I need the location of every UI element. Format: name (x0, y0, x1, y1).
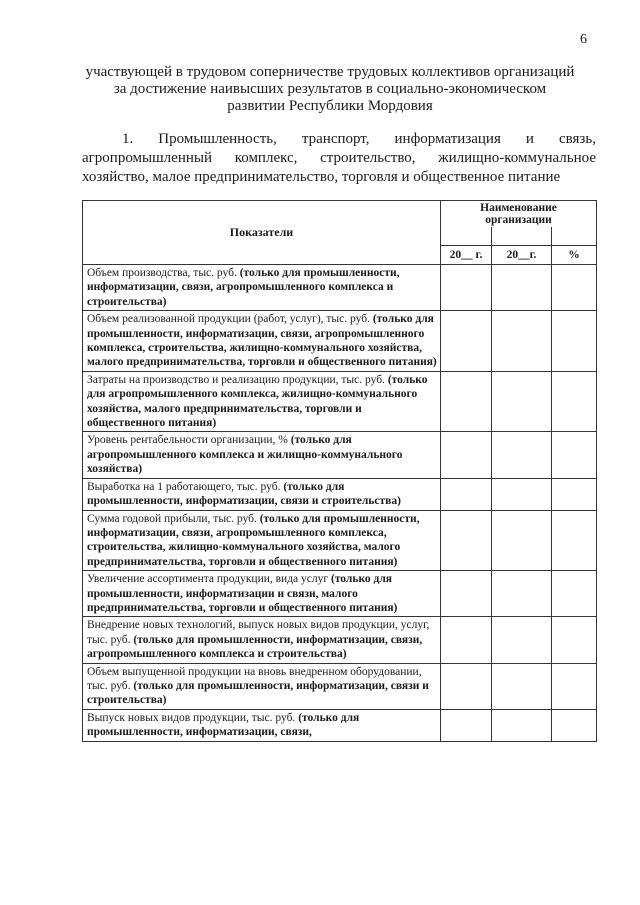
percent-header: % (552, 246, 597, 265)
value-cell[interactable] (441, 371, 492, 432)
indicator-label (83, 709, 441, 741)
value-cell[interactable] (441, 709, 492, 741)
indicator-scope: (только для промышленности, информатизации, связи, агропромышленного комплекса, строительства, жилищно-коммунального хозяйства, малого предпринимательства, торговли и общественного питания) (87, 313, 437, 369)
indicator-scope: (только для промышленности, информатизации, связи, (87, 711, 360, 739)
table-row (83, 709, 597, 741)
section-word: транспорт, (301, 131, 370, 147)
indicator-scope: (только для промышленности, информатизации, связи и строительства) (87, 679, 429, 707)
organization-header-line-2: организации (485, 214, 552, 226)
indicator-label (83, 311, 441, 372)
organization-header-line-1: Наименование (480, 202, 557, 214)
indicator-text: Объем реализованной продукции (работ, услуг), тыс. руб. (87, 313, 373, 326)
document-heading (60, 64, 600, 115)
indicator-scope: (только для промышленности, информатизации, связи и строительства) (87, 480, 401, 508)
header-blank-cell (441, 227, 492, 246)
indicator-scope: (только для промышленности, информатизации, связи, агропромышленного комплекса, строительства, жилищно-коммунального хозяйства, малого предпринимательства, торговли и общественного питания) (87, 512, 420, 568)
table-row (83, 510, 597, 571)
value-cell[interactable] (492, 510, 552, 571)
indicator-text: Уровень рентабельности организации, % (87, 434, 291, 447)
indicator-text: Выпуск новых видов продукции, тыс. руб. (87, 711, 299, 724)
header-blank-cell (552, 227, 597, 246)
value-cell[interactable] (441, 510, 492, 571)
section-title-line-3: хозяйство, малое предпринимательство, торговля и общественное питание (82, 169, 561, 185)
value-cell[interactable] (492, 265, 552, 311)
value-cell[interactable] (552, 510, 597, 571)
indicator-text: Внедрение новых технологий, выпуск новых видов продукции, услуг, тыс. руб. (87, 619, 430, 646)
indicator-scope: (только для агропромышленного комплекса и жилищно-коммунального хозяйства) (87, 434, 403, 476)
indicator-label (83, 571, 441, 617)
page-number: 6 (580, 32, 587, 47)
year-2-header: 20__г. (492, 246, 552, 265)
indicator-label (83, 617, 441, 663)
indicator-text: Объем производства, тыс. руб. (87, 267, 240, 279)
heading-line-3: развитии Республики Мордовия (227, 98, 433, 114)
table-row (83, 617, 597, 663)
table-row (83, 371, 597, 432)
heading-line-1: участвующей в трудовом соперничестве трудовых коллективов организаций (85, 64, 575, 80)
value-cell[interactable] (552, 478, 597, 510)
value-cell[interactable] (552, 709, 597, 741)
value-cell[interactable] (441, 478, 492, 510)
indicator-scope: (только для промышленности, информатизации, связи, агропромышленного комплекса и строительства) (87, 267, 400, 308)
organization-column-header (441, 201, 597, 228)
table-row (83, 663, 597, 709)
value-cell[interactable] (441, 571, 492, 617)
header-blank-cell (492, 227, 552, 246)
indicator-label (83, 432, 441, 478)
section-word: информатизация (394, 131, 501, 147)
value-cell[interactable] (441, 617, 492, 663)
value-cell[interactable] (441, 265, 492, 311)
value-cell[interactable] (492, 709, 552, 741)
value-cell[interactable] (552, 432, 597, 478)
section-title-line-1 (82, 131, 596, 148)
indicator-scope: (только для агропромышленного комплекса, жилищно-коммунального хозяйства, малого предпринимательства, торговли и общественного питания) (87, 373, 428, 430)
indicators-column-header: Показатели (83, 201, 441, 265)
value-cell[interactable] (441, 311, 492, 372)
section-word: Промышленность, (158, 131, 277, 147)
value-cell[interactable] (552, 617, 597, 663)
table-row (83, 571, 597, 617)
value-cell[interactable] (552, 311, 597, 372)
value-cell[interactable] (492, 432, 552, 478)
section-title-line-2: агропромышленный комплекс, строительство, жилищно-коммунальное (82, 150, 596, 166)
value-cell[interactable] (492, 371, 552, 432)
table-row (83, 265, 597, 311)
table-row (83, 311, 597, 372)
table-row (83, 432, 597, 478)
indicator-label (83, 478, 441, 510)
table-row (83, 478, 597, 510)
section-number: 1. (122, 131, 134, 147)
indicator-text: Увеличение ассортимента продукции, вида услуг (87, 573, 331, 586)
value-cell[interactable] (492, 478, 552, 510)
value-cell[interactable] (552, 571, 597, 617)
value-cell[interactable] (492, 311, 552, 372)
indicator-scope: (только для промышленности, информатизации и связи, малого предпринимательства, торговли и общественного питания) (87, 573, 398, 614)
section-word: связь, (558, 131, 596, 147)
indicators-table (82, 200, 597, 742)
value-cell[interactable] (492, 617, 552, 663)
indicator-label (83, 663, 441, 709)
indicator-label (83, 510, 441, 571)
indicator-label (83, 371, 441, 432)
indicator-scope: (только для промышленности, информатизации, связи, агропромышленного комплекса и строительства) (87, 633, 423, 661)
value-cell[interactable] (492, 571, 552, 617)
heading-line-2: за достижение наивысших результатов в социально-экономическом (113, 81, 547, 97)
indicator-text: Сумма годовой прибыли, тыс. руб. (87, 512, 260, 525)
value-cell[interactable] (441, 663, 492, 709)
value-cell[interactable] (441, 432, 492, 478)
year-1-header: 20__ г. (441, 246, 492, 265)
section-word: и (525, 131, 534, 147)
indicator-text: Затраты на производство и реализацию продукции, тыс. руб. (87, 373, 388, 386)
indicator-text: Объем выпущенной продукции на вновь внедренном оборудовании, тыс. руб. (87, 665, 422, 692)
indicator-text: Выработка на 1 работающего, тыс. руб. (87, 480, 284, 493)
value-cell[interactable] (492, 663, 552, 709)
value-cell[interactable] (552, 265, 597, 311)
indicator-label (83, 265, 441, 311)
value-cell[interactable] (552, 371, 597, 432)
value-cell[interactable] (552, 663, 597, 709)
